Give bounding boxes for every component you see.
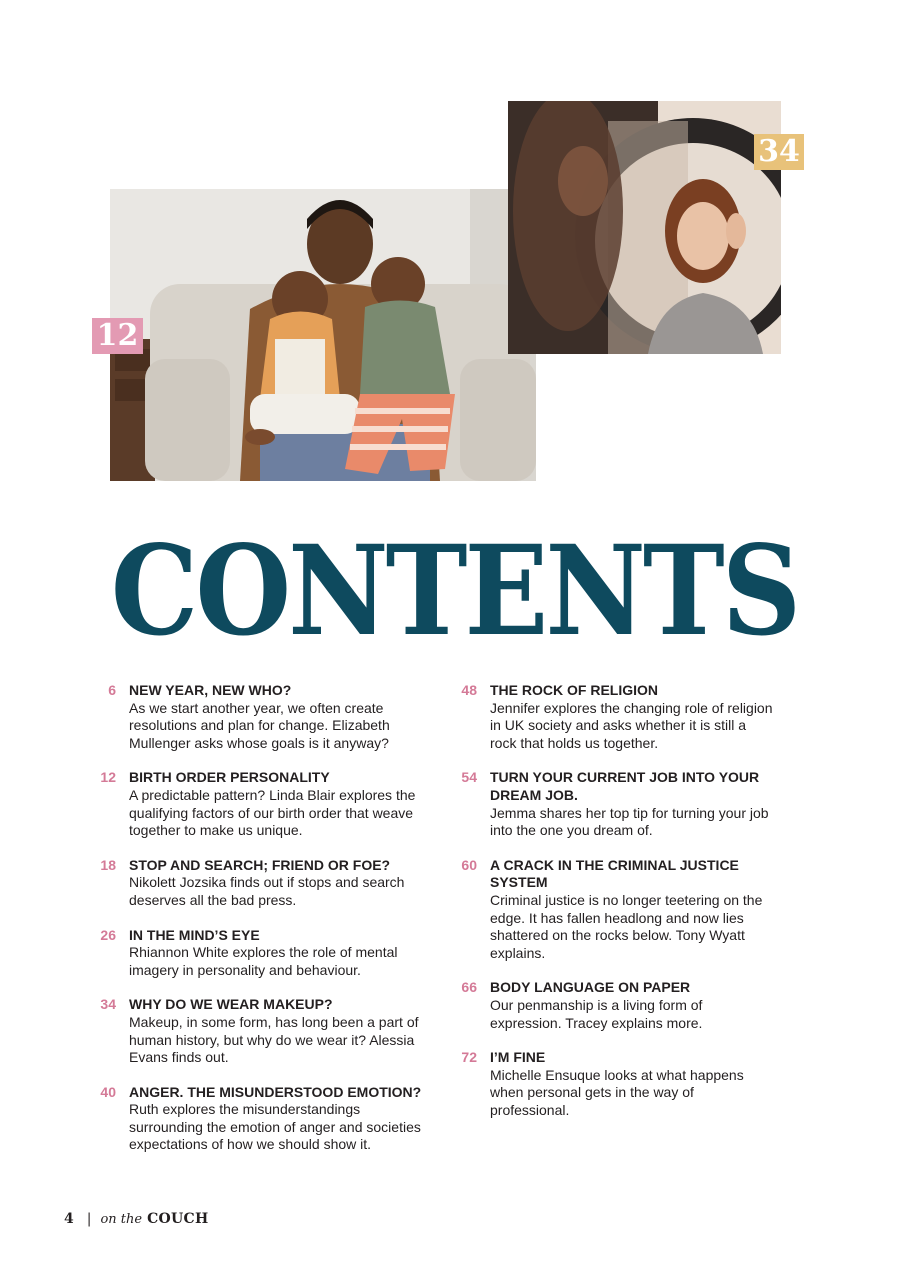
toc-page-number: 12 — [100, 769, 116, 786]
toc-entry[interactable] — [455, 857, 775, 963]
toc-entry[interactable] — [94, 927, 429, 980]
toc-description: Criminal justice is no longer teetering on the edge. It has fallen headlong and now lies shattered on the rocks below. Tony Wyatt explains. — [490, 891, 763, 961]
toc-heading: NEW YEAR, NEW WHO? — [129, 682, 292, 698]
toc-page-number: 40 — [100, 1083, 116, 1100]
toc-heading: I’M FINE — [490, 1049, 546, 1066]
toc-page-number: 18 — [100, 856, 116, 873]
toc-entry[interactable] — [94, 682, 429, 752]
toc-entry[interactable] — [94, 996, 429, 1066]
toc-page-number: 66 — [461, 979, 477, 996]
brand-name: COUCH — [147, 1211, 209, 1227]
toc-entry[interactable] — [455, 1049, 775, 1119]
makeup-mirror-photo — [508, 101, 781, 354]
toc-description: Nikolett Jozsika finds out if stops and search deserves all the bad press. — [129, 874, 405, 908]
toc-heading: THE ROCK OF RELIGION — [490, 682, 658, 698]
toc-page-number: 72 — [461, 1049, 477, 1066]
toc-description: Our penmanship is a living form of expression. Tracey explains more. — [490, 996, 703, 1031]
toc-page-number: 54 — [461, 769, 477, 786]
toc-left-column — [94, 682, 429, 1154]
toc-description: Makeup, in some form, has long been a part of human history, but why do we wear it? Alessia Evans finds out. — [129, 1013, 419, 1066]
toc-description: Ruth explores the misunderstandings surrounding the emotion of anger and societies expectations of how we should show it. — [129, 1101, 421, 1153]
toc-description: A predictable pattern? Linda Blair explores the qualifying factors of our birth order that weave together to make us unique. — [129, 786, 416, 839]
brand-script: on the — [100, 1212, 143, 1227]
toc-entry[interactable] — [94, 769, 429, 839]
toc-description: Jennifer explores the changing role of religion in UK society and asks whether it is still a rock that holds us together. — [490, 699, 773, 751]
toc-heading: TURN YOUR CURRENT JOB INTO YOUR DREAM JOB. — [490, 769, 760, 803]
toc-heading: STOP AND SEARCH; FRIEND OR FOE? — [129, 856, 391, 873]
toc-entry[interactable] — [455, 769, 775, 839]
toc-page-number: 48 — [461, 682, 477, 698]
toc-page-number: 6 — [108, 682, 116, 698]
page-footer — [64, 1211, 209, 1227]
page-number: 4 — [64, 1211, 74, 1227]
toc-heading: IN THE MIND’S EYE — [129, 926, 260, 943]
toc-description: Rhiannon White explores the role of mental imagery in personality and behaviour. — [129, 944, 398, 978]
toc-heading: WHY DO WE WEAR MAKEUP? — [129, 996, 333, 1013]
contents-title: CONTENTS — [110, 518, 799, 664]
page-tag-12: 12 — [92, 318, 143, 354]
toc-right-column — [455, 682, 775, 1119]
toc-heading: A CRACK IN THE CRIMINAL JUSTICE SYSTEM — [490, 856, 739, 891]
toc-entry[interactable] — [455, 682, 775, 752]
footer-separator: | — [86, 1211, 92, 1227]
toc-description: Jemma shares her top tip for turning your job into the one you dream of. — [490, 804, 769, 839]
toc-page-number: 26 — [100, 926, 116, 943]
toc-entry[interactable] — [94, 857, 429, 910]
toc-description: As we start another year, we often create resolutions and plan for change. Elizabeth Mullenger asks whose goals is it anyway? — [129, 699, 390, 751]
family-photo — [110, 189, 536, 481]
toc-heading: ANGER. THE MISUNDERSTOOD EMOTION? — [129, 1083, 422, 1100]
toc-page-number: 34 — [100, 996, 116, 1013]
page-tag-34: 34 — [754, 134, 804, 170]
toc-entry[interactable] — [94, 1084, 429, 1154]
toc-entry[interactable] — [455, 979, 775, 1032]
toc-heading: BIRTH ORDER PERSONALITY — [129, 769, 330, 786]
toc-description: Michelle Ensuque looks at what happens when personal gets in the way of professional. — [490, 1066, 744, 1118]
toc-page-number: 60 — [461, 856, 477, 873]
toc-heading: BODY LANGUAGE ON PAPER — [490, 979, 691, 996]
